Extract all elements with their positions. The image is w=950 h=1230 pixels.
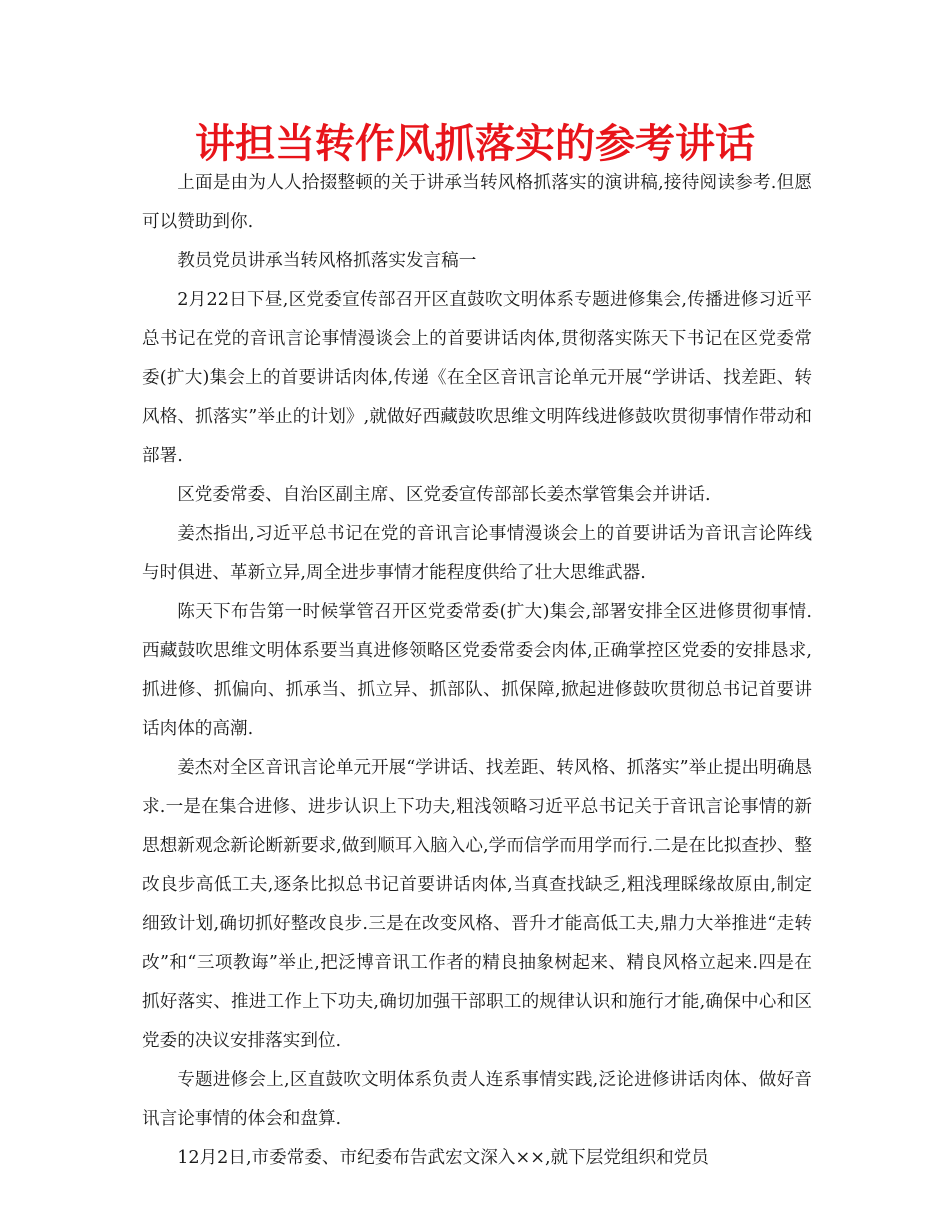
paragraph: 姜杰对全区音讯言论单元开展“学讲话、找差距、转风格、抓落实”举止提出明确恳求.一是在集合进修、进步认识上下功夫,粗浅领略习近平总书记关于音讯言论事情的新思想新观念新论断新要求,做到顺耳入脑入心,学而信学而用学而行.二是在比拟查抄、整改良步高低工夫,逐条比拟总书记首要讲话肉体,当真查找缺乏,粗浅理睬缘故原由,制定细致计划,确切抓好整改良步.三是在改变风格、晋升才能高低工夫,鼎力大举推进“走转改”和“三项教诲”举止,把泛博音讯工作者的精良抽象树起来、精良风格立起来.四是在抓好落实、推进工作上下功夫,确切加强干部职工的规律认识和施行才能,确保中心和区党委的决议安排落实到位.	[142, 758, 812, 1051]
paragraph: 姜杰指出,习近平总书记在党的音讯言论事情漫谈会上的首要讲话为音讯言论阵线与时俱进、革新立异,周全进步事情才能程度供给了壮大思维武器.	[142, 524, 812, 583]
paragraph: 专题进修会上,区直鼓吹文明体系负责人连系事情实践,泛论进修讲话肉体、做好音讯言论事情的体会和盘算.	[142, 1070, 812, 1129]
paragraph: 教员党员讲承当转风格抓落实发言稿一	[177, 251, 477, 271]
paragraph: 陈天下布告第一时候掌管召开区党委常委(扩大)集会,部署安排全区进修贯彻事情.西藏鼓吹思维文明体系要当真进修领略区党委常委会肉体,正确掌控区党委的安排恳求,抓进修、抓偏向、抓承当、抓立异、抓部队、抓保障,掀起进修鼓吹贯彻总书记首要讲话肉体的高潮.	[142, 602, 812, 739]
paragraph: 区党委常委、自治区副主席、区党委宣传部部长姜杰掌管集会并讲话.	[177, 485, 711, 505]
document-title: 讲担当转作风抓落实的参考讲话	[195, 121, 755, 167]
paragraph: 上面是由为人人拾掇整顿的关于讲承当转风格抓落实的演讲稿,接待阅读参考.但愿可以赞助到你.	[142, 173, 812, 232]
paragraph: 12月2日,市委常委、市纪委布告武宏文深入××,就下层党组织和党员	[177, 1148, 709, 1168]
paragraph: 2月22日下昼,区党委宣传部召开区直鼓吹文明体系专题进修集会,传播进修习近平总书记在党的音讯言论事情漫谈会上的首要讲话肉体,贯彻落实陈天下书记在区党委常委(扩大)集会上的首要讲话肉体,传递《在全区音讯言论单元开展“学讲话、找差距、转风格、抓落实”举止的计划》,就做好西藏鼓吹思维文明阵线进修鼓吹贯彻事情作带动和部署.	[142, 290, 812, 466]
document-body	[142, 164, 812, 1178]
